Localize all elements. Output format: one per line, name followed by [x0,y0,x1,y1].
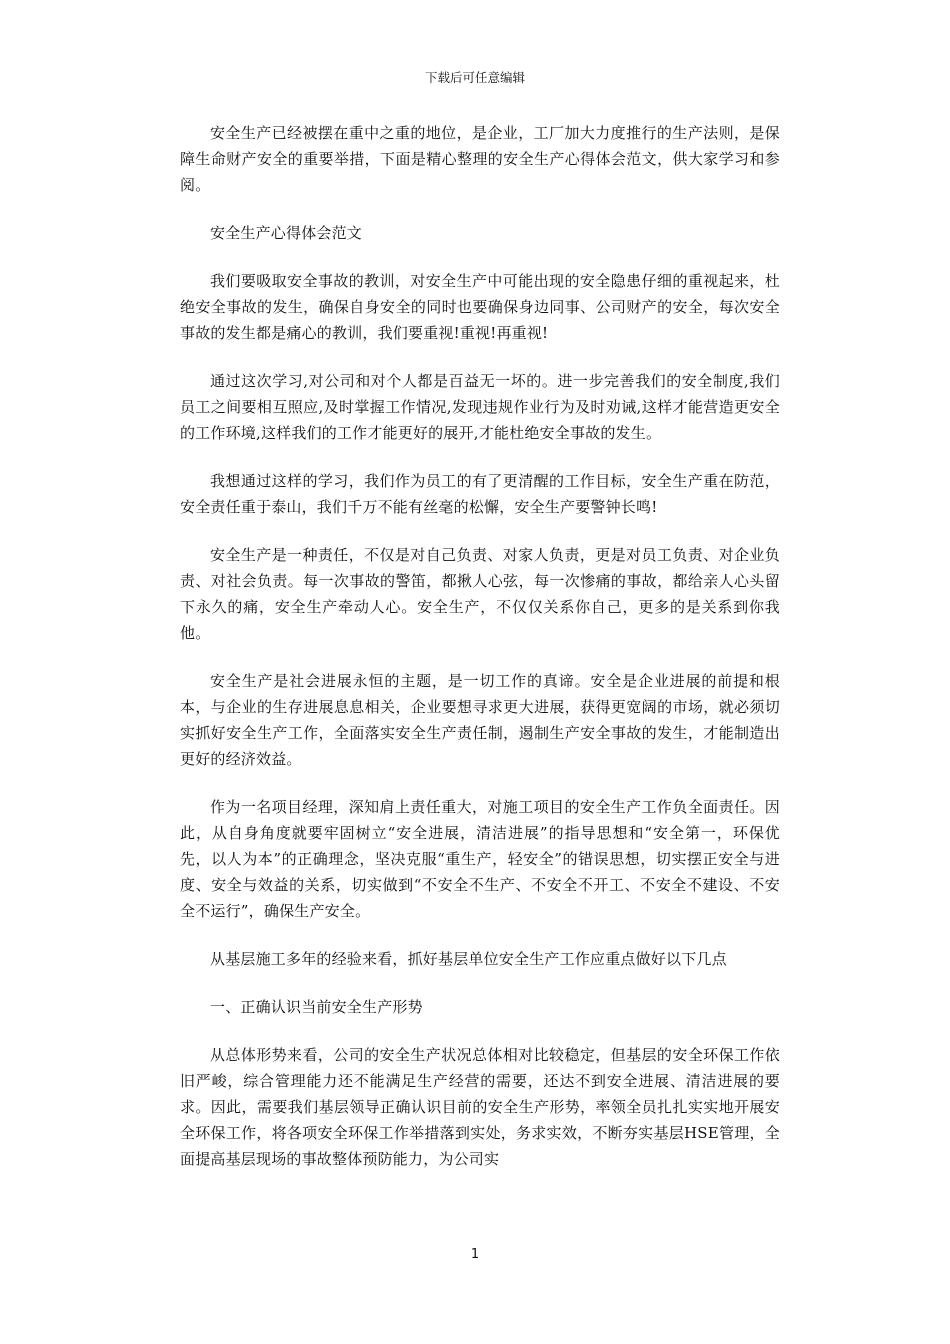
document-body [180,120,780,1194]
page-number: 1 [470,1247,480,1262]
body-paragraph: 从总体形势来看，公司的安全生产状况总体相对比较稳定，但基层的安全环保工作依旧严峻，综合管理能力还不能满足生产经营的需要，还达不到安全进展、清洁进展的要求。因此，需要我们基层领导正确认识目前的安全生产形势，率领全员扎扎实实地开展安全环保工作，将各项安全环保工作举措落到实处，务求实效，不断夯实基层HSE管理，全面提高基层现场的事故整体预防能力，为公司实 [180,1046,780,1168]
body-paragraph: 作为一名项目经理，深知肩上责任重大，对施工项目的安全生产工作负全面责任。因此，从自身角度就要牢固树立“安全进展，清洁进展”的指导思想和“安全第一，环保优先，以人为本”的正确理念，坚决克服“重生产，轻安全”的错误思想，切实摆正安全与进度、安全与效益的关系，切实做到“不安全不生产、不安全不开工、不安全不建设、不安全不运行”，确保生产安全。 [180,798,780,920]
page-header: 下载后可任意编辑 [424,70,525,85]
body-paragraph: 从基层施工多年的经验来看，抓好基层单位安全生产工作应重点做好以下几点 [210,950,727,968]
body-paragraph: 安全生产是一种责任，不仅是对自己负责、对家人负责，更是对员工负责、对企业负责、对社会负责。每一次事故的警笛，都揪人心弦，每一次惨痛的事故，都给亲人心头留下永久的痛，安全生产牵动人心。安全生产，不仅仅关系你自己，更多的是关系到你我他。 [180,546,780,642]
intro-paragraph: 安全生产已经被摆在重中之重的地位，是企业，工厂加大力度推行的生产法则，是保障生命财产安全的重要举措，下面是精心整理的安全生产心得体会范文，供大家学习和参阅。 [180,124,780,194]
body-paragraph: 通过这次学习,对公司和对个人都是百益无一坏的。进一步完善我们的安全制度,我们员工之间要相互照应,及时掌握工作情况,发现违规作业行为及时劝诫,这样才能营造更安全的工作环境,这样我们的工作才能更好的展开,才能杜绝安全事故的发生。 [180,372,780,442]
body-paragraph: 我想通过这样的学习，我们作为员工的有了更清醒的工作目标，安全生产重在防范，安全责任重于泰山，我们千万不能有丝毫的松懈，安全生产要警钟长鸣! [180,472,780,516]
subsection-heading: 一、正确认识当前安全生产形势 [210,998,423,1016]
body-paragraph: 我们要吸取安全事故的教训，对安全生产中可能出现的安全隐患仔细的重视起来，杜绝安全事故的发生，确保自身安全的同时也要确保身边同事、公司财产的安全，每次安全事故的发生都是痛心的教训，我们要重视!重视!再重视! [180,272,780,342]
section-title: 安全生产心得体会范文 [210,224,363,242]
body-paragraph: 安全生产是社会进展永恒的主题，是一切工作的真谛。安全是企业进展的前提和根本，与企业的生存进展息息相关，企业要想寻求更大进展，获得更宽阔的市场，就必须切实抓好安全生产工作，全面落实安全生产责任制，遏制生产安全事故的发生，才能制造出更好的经济效益。 [180,672,780,768]
